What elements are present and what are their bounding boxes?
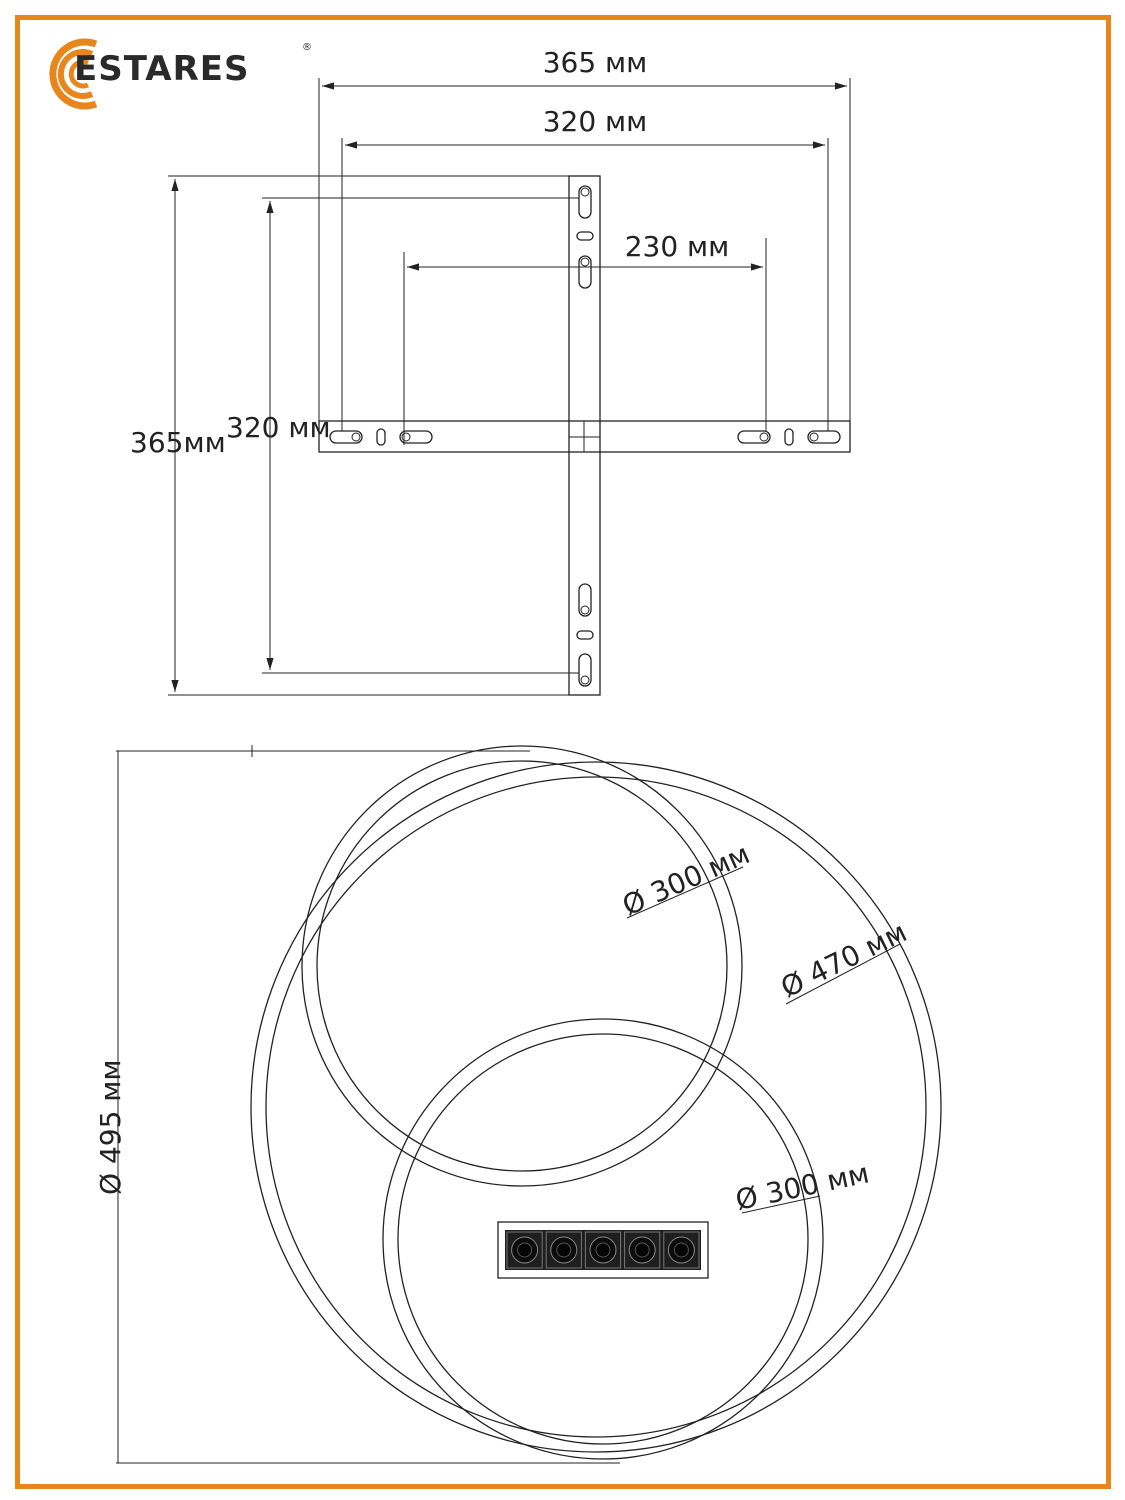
height-inner-label: 320 мм [226, 411, 331, 444]
dimension-height-outer [130, 176, 569, 695]
dimension-width-inner [342, 105, 828, 431]
overall-diameter-label: Ø 495 мм [94, 1059, 127, 1195]
width-inner-label: 320 мм [542, 105, 648, 138]
outer-ring-diameter-label: Ø 470 мм [775, 915, 912, 1005]
width-outer-label: 365 мм [542, 46, 648, 79]
spotlight-module [498, 1222, 708, 1278]
registered-mark: ® [302, 42, 312, 53]
upper-ring-diameter-label: Ø 300 мм [617, 837, 755, 923]
mounting-bracket [130, 46, 850, 695]
ring-lamp [94, 745, 941, 1463]
estares-logo [53, 42, 312, 106]
outer-ring [251, 762, 941, 1452]
upper-ring [302, 746, 742, 1186]
slot-spacing-label: 230 мм [624, 230, 730, 263]
height-outer-label: 365мм [130, 426, 226, 459]
bracket-slots-vertical [577, 186, 593, 686]
dimension-width-outer [319, 46, 850, 421]
logo-text: ESTARES [74, 49, 250, 89]
dimension-slot-spacing [404, 230, 766, 445]
lower-ring-diameter-label: Ø 300 мм [732, 1156, 873, 1217]
